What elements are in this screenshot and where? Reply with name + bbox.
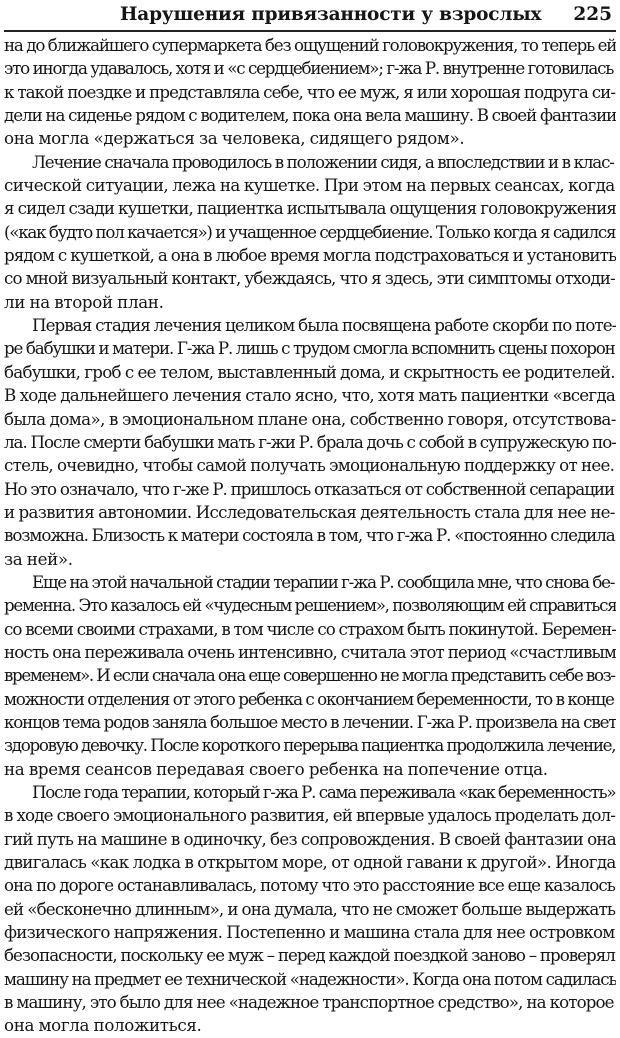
paragraph [4,34,616,151]
text-line: временем». И если сначала она еще совершенно не могла представить себе воз- [4,665,615,686]
text-line: в машину, это было для нее «надежное транспортное средство», на которое [4,992,614,1013]
text-line: Первая стадия лечения целиком была посвящена работе скорби по поте- [32,315,616,336]
text-line: машину на предмет ее технической «надежности». Когда она потом садилась [4,968,616,989]
text-line: ли на второй план. [4,291,164,312]
text-line: безопасности, поскольку ее муж – перед каждой поездкой заново – проверял [4,945,615,966]
text-line: ре бабушки и матери. Г-жа Р. лишь с трудом смогла вспомнить сцены похорон [4,338,615,359]
text-line: она могла «держаться за человека, сидящего рядом». [4,128,465,149]
text-line: гий путь на машине в одиночку, без сопровождения. В своей фантазии она [4,828,616,849]
chapter-title: Нарушения привязанности у взрослых [120,4,542,25]
page-number: 225 [573,4,612,25]
text-line: концов тема родов заняла большое место в лечении. Г-жа Р. произвела на свет [4,711,616,732]
text-line: это иногда удавалось, хотя и «с сердцебиением»; г-жа Р. внутренне готовилась [4,58,614,79]
text-line: за ней». [4,548,73,569]
text-line: двигалась «как лодка в открытом море, от одной гавани к другой». Иногда [4,852,616,873]
text-line: После года терапии, который г-жа Р. сама переживала «как беременность» [32,782,616,802]
text-line: со мной визуальный контакт, убеждаясь, что я здесь, эти симптомы отходи- [4,268,615,289]
text-line: ность она переживала очень интенсивно, считала этот период «счастливым [4,641,616,662]
paragraph [4,571,616,781]
text-line: («как будто пол качается») и учащенное сердцебиение. Только когда я садился [4,221,616,242]
text-line: к такой поездке и представляла себе, что ее муж, я или хорошая подруга си- [4,81,616,102]
text-line: возможна. Близость к матери состояла в том, что г-жа Р. «постоянно следила [4,525,615,546]
text-line: сической ситуации, лежа на кушетке. При этом на первых сеансах, когда [4,175,615,196]
text-line: В ходе дальнейшего лечения стало ясно, что, хотя мать пациентки «всегда [4,385,616,406]
paragraph [4,314,616,571]
text-line: физического напряжения. Постепенно и машина стала для нее островком [4,922,615,943]
paragraph [4,781,616,1038]
text-line: и развития автономии. Исследовательская деятельность стала для нее не- [4,501,615,522]
text-line: была дома», в эмоциональном плане она, собственно говоря, отсутствова- [4,408,616,429]
body-text [4,34,616,1038]
text-line: она могла положиться. [4,1015,202,1036]
text-line: со всеми своими страхами, в том числе со страхом быть покинутой. Беремен- [4,618,616,639]
text-line: дели на сиденье рядом с водителем, пока она вела машину. В своей фантазии [4,105,616,126]
text-line: стель, очевидно, чтобы самой получать эмоциональную поддержку от нее. [4,455,615,476]
text-line: рядом с кушеткой, а она в любое время могла подстраховаться и установить [4,245,616,266]
text-line: можности отделения от этого ребенка с окончанием беременности, то в конце [4,688,614,709]
paragraph [4,151,616,314]
text-line: Но это означало, что г-же Р. пришлось отказаться от собственной сепарации [4,478,615,499]
text-line: Лечение сначала проводилось в положении сидя, а впоследствии и в клас- [32,151,614,172]
running-header [4,0,616,32]
text-line: она по дороге останавливалась, потому что это расстояние все еще казалось [4,875,615,896]
text-line: ла. После смерти бабушки мать г-жи Р. брала дочь с собой в супружескую по- [4,431,616,452]
text-line: ременна. Это казалось ей «чудесным решением», позволяющим ей справиться [4,595,616,616]
text-line: я сидел сзади кушетки, пациентка испытывала ощущения головокружения [4,198,616,219]
text-line: здоровую девочку. После короткого перерыва пациентка продолжила лечение, [4,735,616,756]
book-page [4,0,616,1036]
text-line: на до ближайшего супермаркета без ощущений головокружения, то теперь ей [4,35,616,55]
text-line: в ходе своего эмоционального развития, ей впервые удалось проделать дол- [4,805,616,826]
text-line: Еще на этой начальной стадии терапии г-жа Р. сообщила мне, что снова бе- [32,571,615,592]
text-line: бабушки, гроб с ее телом, выставленный дома, и скрытность ее родителей. [4,361,615,382]
text-line: ей «бесконечно длинным», и она думала, что не сможет больше выдержать [4,898,616,919]
text-line: на время сеансов передавая своего ребенка на попечение отца. [4,758,548,779]
